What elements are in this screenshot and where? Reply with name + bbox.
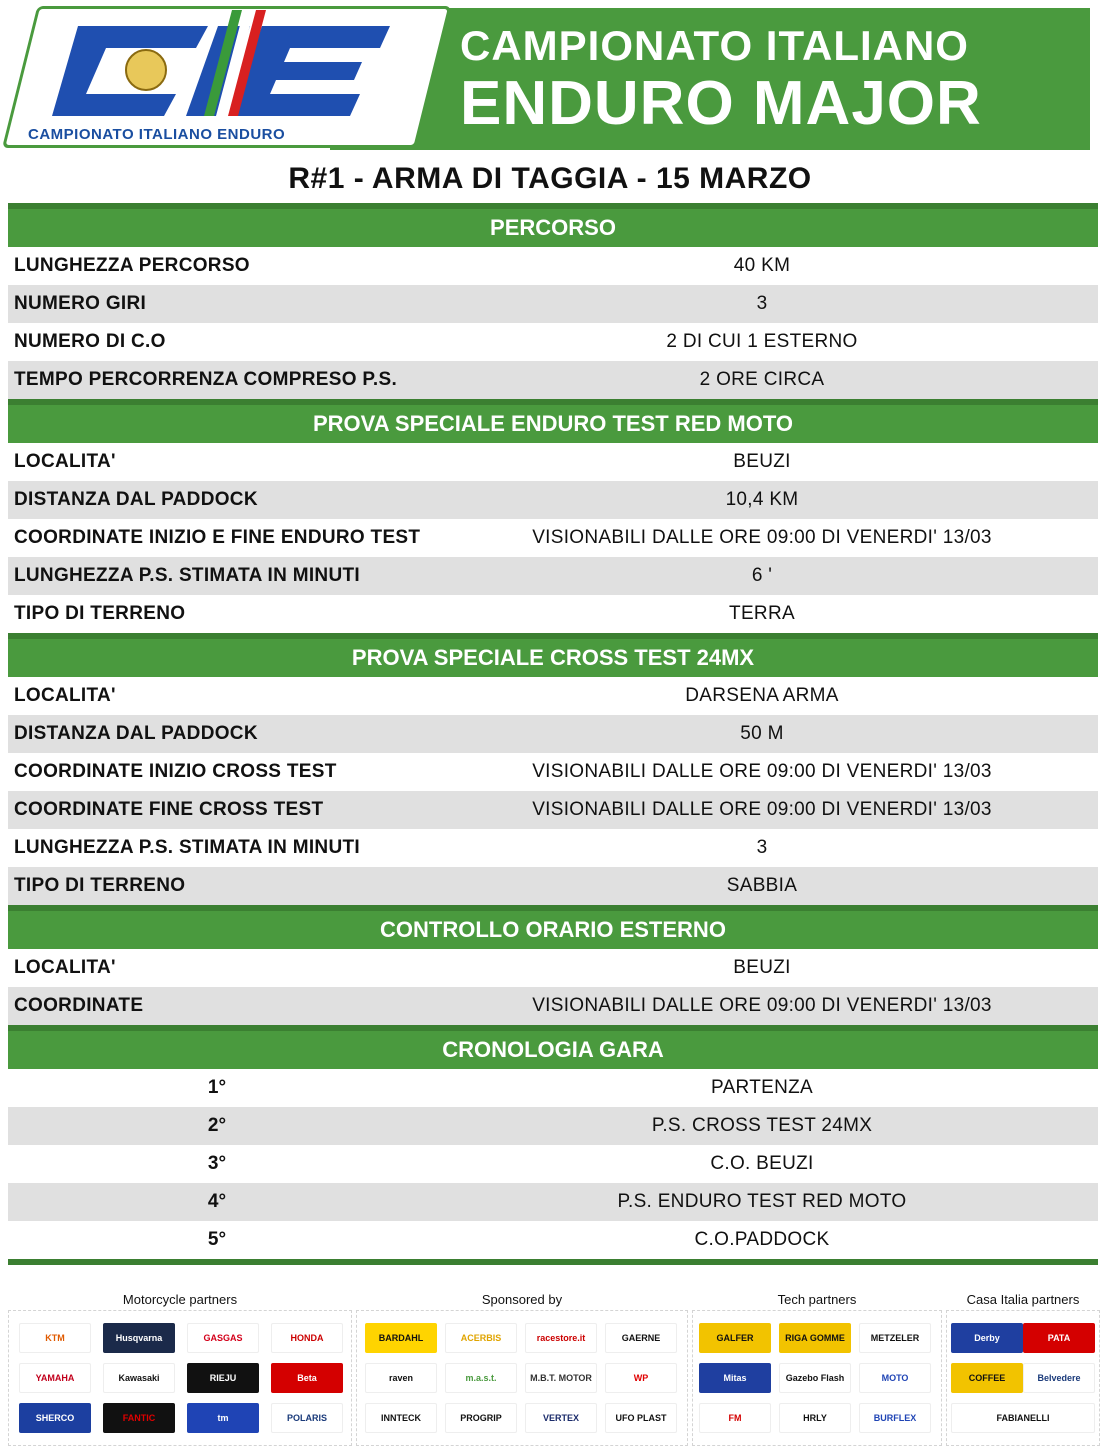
partner-logo-acerbis: ACERBIS — [445, 1323, 517, 1353]
step-description: C.O. BEUZI — [710, 1153, 814, 1174]
row-label: LUNGHEZZA P.S. STIMATA IN MINUTI — [14, 837, 360, 858]
row-label: NUMERO DI C.O — [14, 331, 166, 352]
row-value: VISIONABILI DALLE ORE 09:00 DI VENERDI' 13/03 — [532, 527, 992, 548]
partner-logo-metzeler: METZELER — [859, 1323, 931, 1353]
sponsors — [356, 1290, 688, 1450]
partner-logo-riga-gomme: RIGA GOMME — [779, 1323, 851, 1353]
partner-logo-innteck: INNTECK — [365, 1403, 437, 1433]
table-row — [8, 1221, 1098, 1259]
row-label: LOCALITA' — [14, 451, 116, 472]
logo-box — [946, 1310, 1100, 1446]
logo-caption: CAMPIONATO ITALIANO ENDURO — [28, 126, 286, 143]
row-value: 40 KM — [733, 255, 791, 276]
row-value: BEUZI — [733, 957, 791, 978]
logo-box — [8, 1310, 352, 1446]
row-label: COORDINATE INIZIO CROSS TEST — [14, 761, 337, 782]
section-header-enduro-test: PROVA SPECIALE ENDURO TEST RED MOTO — [8, 399, 1098, 443]
table-row — [8, 443, 1098, 481]
partner-logo-m-b-t-motor: M.B.T. MOTOR — [525, 1363, 597, 1393]
partner-logo-burflex: BURFLEX — [859, 1403, 931, 1433]
row-label: TIPO DI TERRENO — [14, 875, 186, 896]
step-number: 5° — [207, 1229, 227, 1250]
partner-logo-sherco: SHERCO — [19, 1403, 91, 1433]
partner-logo-wp: WP — [605, 1363, 677, 1393]
partner-logo-derby: Derby — [951, 1323, 1023, 1353]
partner-logo-mitas: Mitas — [699, 1363, 771, 1393]
partners-strip — [0, 1290, 1108, 1450]
section-header-cross-test: PROVA SPECIALE CROSS TEST 24MX — [8, 633, 1098, 677]
row-value: 3 — [756, 293, 768, 314]
step-number: 1° — [207, 1077, 227, 1098]
step-number: 4° — [207, 1191, 227, 1212]
race-title: R#1 - ARMA DI TAGGIA - 15 MARZO — [288, 162, 812, 195]
group-title: Motorcycle partners — [122, 1292, 238, 1307]
race-info-table — [8, 203, 1098, 1265]
table-row — [8, 1145, 1098, 1183]
row-label: TEMPO PERCORRENZA COMPRESO P.S. — [14, 369, 398, 390]
banner-title-line1: CAMPIONATO ITALIANO — [460, 22, 969, 69]
row-value: SABBIA — [726, 875, 798, 896]
partner-logo-moto: MOTO — [859, 1363, 931, 1393]
table-row — [8, 949, 1098, 987]
step-number: 3° — [207, 1153, 227, 1174]
partner-logo-fm: FM — [699, 1403, 771, 1433]
table-row — [8, 247, 1098, 285]
table-row — [8, 285, 1098, 323]
header — [0, 0, 1108, 150]
partner-logo-honda: HONDA — [271, 1323, 343, 1353]
table-row — [8, 323, 1098, 361]
partner-logo-progrip: PROGRIP — [445, 1403, 517, 1433]
table-row — [8, 595, 1098, 633]
group-title: Tech partners — [777, 1292, 857, 1307]
partner-logo-ufo-plast: UFO PLAST — [605, 1403, 677, 1433]
partner-logo-racestore-it: racestore.it — [525, 1323, 597, 1353]
partner-logo-m-a-s-t: m.a.s.t. — [445, 1363, 517, 1393]
row-label: DISTANZA DAL PADDOCK — [14, 489, 258, 510]
row-label: LUNGHEZZA P.S. STIMATA IN MINUTI — [14, 565, 360, 586]
group-title: Casa Italia partners — [966, 1292, 1080, 1307]
table-row — [8, 1069, 1098, 1107]
table-row — [8, 1107, 1098, 1145]
section-header-cronologia: CRONOLOGIA GARA — [8, 1025, 1098, 1069]
table-bottom-rule — [8, 1259, 1098, 1265]
row-value: VISIONABILI DALLE ORE 09:00 DI VENERDI' 13/03 — [532, 761, 992, 782]
row-value: TERRA — [729, 603, 795, 624]
partner-logo-yamaha: YAMAHA — [19, 1363, 91, 1393]
partner-logo-pata: PATA — [1023, 1323, 1095, 1353]
step-number: 2° — [207, 1115, 227, 1136]
row-label: LOCALITA' — [14, 685, 116, 706]
row-value: VISIONABILI DALLE ORE 09:00 DI VENERDI' 13/03 — [532, 995, 992, 1016]
partner-logo-vertex: VERTEX — [525, 1403, 597, 1433]
partner-logo-tm: tm — [187, 1403, 259, 1433]
tech-partners — [692, 1290, 942, 1450]
table-row — [8, 753, 1098, 791]
partner-logo-fantic: FANTIC — [103, 1403, 175, 1433]
partner-logo-husqvarna: Husqvarna — [103, 1323, 175, 1353]
row-value: BEUZI — [733, 451, 791, 472]
partner-logo-polaris: POLARIS — [271, 1403, 343, 1433]
row-value: 10,4 KM — [725, 489, 799, 510]
partner-logo-raven: raven — [365, 1363, 437, 1393]
row-value: 2 ORE CIRCA — [699, 369, 825, 390]
step-description: PARTENZA — [711, 1077, 813, 1098]
casa-italia-partners — [946, 1290, 1100, 1450]
table-row — [8, 361, 1098, 399]
section-header-percorso: PERCORSO — [8, 203, 1098, 247]
partner-logo-coffee: COFFEE — [951, 1363, 1023, 1393]
row-label: COORDINATE INIZIO E FINE ENDURO TEST — [14, 527, 421, 548]
group-title: Sponsored by — [481, 1292, 563, 1307]
row-value: 3 — [756, 837, 768, 858]
section-header-controllo: CONTROLLO ORARIO ESTERNO — [8, 905, 1098, 949]
step-description: C.O.PADDOCK — [694, 1229, 830, 1250]
table-row — [8, 791, 1098, 829]
table-row — [8, 519, 1098, 557]
table-row — [8, 829, 1098, 867]
partner-logo-fabianelli: FABIANELLI — [951, 1403, 1095, 1433]
partner-logo-kawasaki: Kawasaki — [103, 1363, 175, 1393]
partner-logo-ktm: KTM — [19, 1323, 91, 1353]
logo-box — [692, 1310, 942, 1446]
step-description: P.S. CROSS TEST 24MX — [651, 1115, 873, 1136]
partner-logo-bardahl: BARDAHL — [365, 1323, 437, 1353]
row-value: DARSENA ARMA — [685, 685, 839, 706]
table-row — [8, 677, 1098, 715]
row-label: TIPO DI TERRENO — [14, 603, 186, 624]
partner-logo-beta: Beta — [271, 1363, 343, 1393]
table-row — [8, 1183, 1098, 1221]
row-label: DISTANZA DAL PADDOCK — [14, 723, 258, 744]
row-value: 2 DI CUI 1 ESTERNO — [666, 331, 858, 352]
table-row — [8, 715, 1098, 753]
table-row — [8, 481, 1098, 519]
row-label: COORDINATE — [14, 995, 144, 1016]
partner-logo-gasgas: GASGAS — [187, 1323, 259, 1353]
step-description: P.S. ENDURO TEST RED MOTO — [617, 1191, 907, 1212]
table-row — [8, 987, 1098, 1025]
row-label: NUMERO GIRI — [14, 293, 147, 314]
partner-logo-rieju: RIEJU — [187, 1363, 259, 1393]
table-row — [8, 557, 1098, 595]
row-label: LUNGHEZZA PERCORSO — [14, 255, 250, 276]
partner-logo-galfer: GALFER — [699, 1323, 771, 1353]
motorcycle-partners — [8, 1290, 352, 1450]
row-label: LOCALITA' — [14, 957, 116, 978]
partner-logo-belvedere: Belvedere — [1023, 1363, 1095, 1393]
row-value: VISIONABILI DALLE ORE 09:00 DI VENERDI' 13/03 — [532, 799, 992, 820]
cie-logo-icon — [18, 6, 408, 146]
row-value: 50 M — [740, 723, 784, 744]
logo-box — [356, 1310, 688, 1446]
partner-logo-gazebo-flash: Gazebo Flash — [779, 1363, 851, 1393]
banner-title-line2: ENDURO MAJOR — [460, 69, 982, 138]
partner-logo-hrly: HRLY — [779, 1403, 851, 1433]
table-row — [8, 867, 1098, 905]
row-value: 6 ' — [751, 565, 773, 586]
partner-logo-gaerne: GAERNE — [605, 1323, 677, 1353]
row-label: COORDINATE FINE CROSS TEST — [14, 799, 324, 820]
